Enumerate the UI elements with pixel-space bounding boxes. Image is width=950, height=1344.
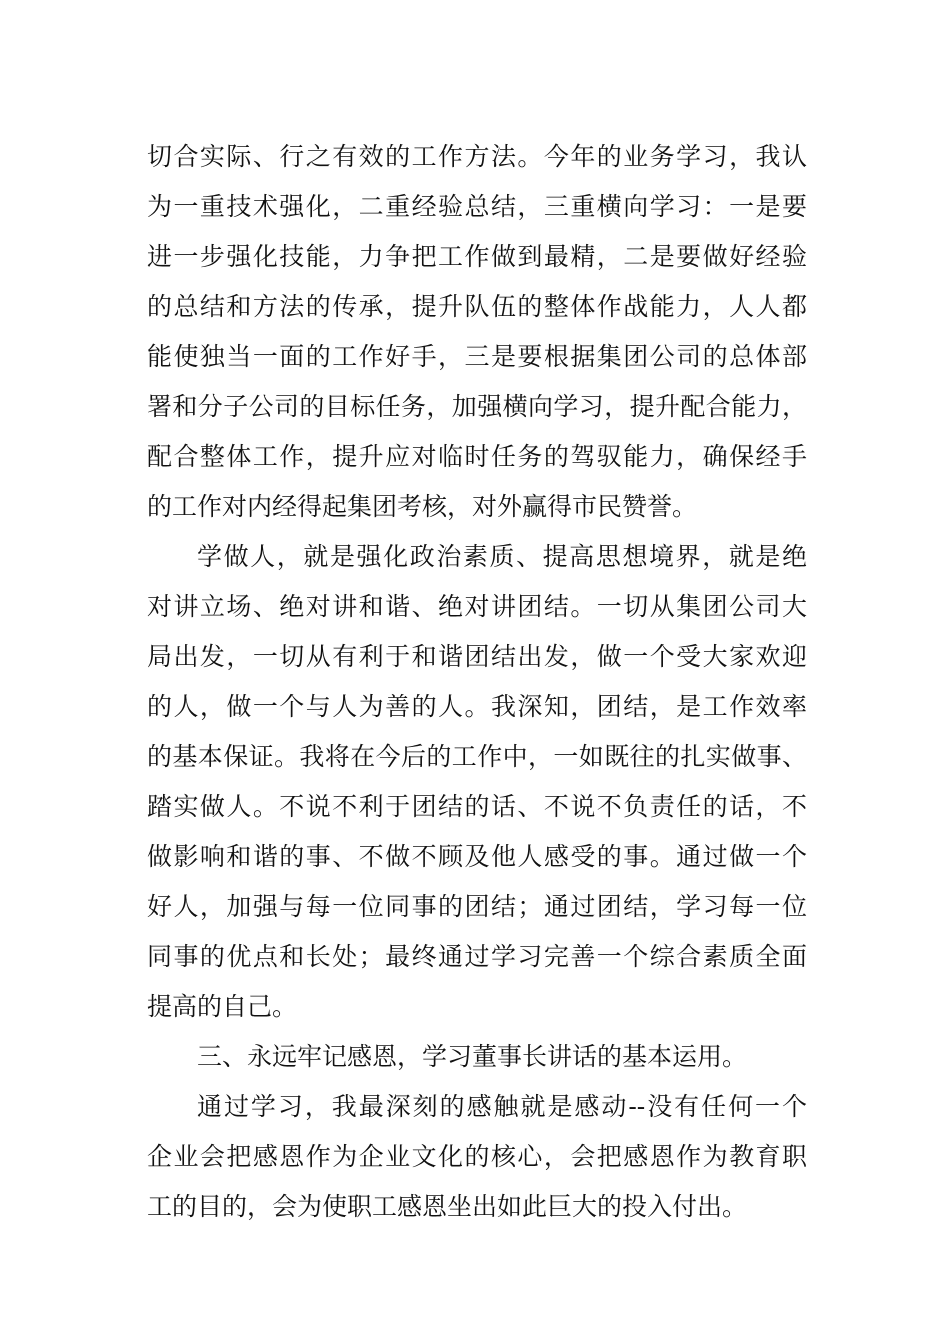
- text-line: 企业会把感恩作为企业文化的核心，会把感恩作为教育职: [147, 1142, 807, 1171]
- text-line: 做影响和谐的事、不做不顾及他人感受的事。通过做一个: [147, 842, 807, 871]
- text-line: 进一步强化技能，力争把工作做到最精，二是要做好经验: [147, 242, 807, 271]
- text-line: 切合实际、行之有效的工作方法。今年的业务学习，我认: [147, 142, 807, 171]
- document-body: [147, 132, 807, 1232]
- text-line: 工的目的，会为使职工感恩坐出如此巨大的投入付出。: [147, 1192, 748, 1221]
- text-line: 为一重技术强化，二重经验总结，三重横向学习：一是要: [147, 192, 807, 221]
- text-line: 配合整体工作，提升应对临时任务的驾驭能力，确保经手: [147, 442, 807, 471]
- text-line: 对讲立场、绝对讲和谐、绝对讲团结。一切从集团公司大: [147, 592, 807, 621]
- text-line: 的工作对内经得起集团考核，对外赢得市民赞誉。: [147, 492, 698, 521]
- section-heading: 三、永远牢记感恩，学习董事长讲话的基本运用。: [197, 1042, 748, 1071]
- text-line: 署和分子公司的目标任务，加强横向学习，提升配合能力，: [147, 392, 807, 421]
- text-line: 好人，加强与每一位同事的团结；通过团结，学习每一位: [147, 892, 807, 921]
- paragraph-first-line: 学做人，就是强化政治素质、提高思想境界，就是绝: [197, 542, 807, 571]
- text-line: 提高的自己。: [147, 992, 298, 1021]
- text-line: 局出发，一切从有利于和谐团结出发，做一个受大家欢迎: [147, 642, 807, 671]
- text-line: 的总结和方法的传承，提升队伍的整体作战能力，人人都: [147, 292, 807, 321]
- text-line: 踏实做人。不说不利于团结的话、不说不负责任的话，不: [147, 792, 807, 821]
- text-line: 的人，做一个与人为善的人。我深知，团结，是工作效率: [147, 692, 807, 721]
- text-line: 的基本保证。我将在今后的工作中，一如既往的扎实做事、: [147, 742, 807, 771]
- text-line: 能使独当一面的工作好手，三是要根据集团公司的总体部: [147, 342, 807, 371]
- text-line: 同事的优点和长处；最终通过学习完善一个综合素质全面: [147, 942, 807, 971]
- paragraph-first-line: 通过学习，我最深刻的感触就是感动--没有任何一个: [197, 1092, 807, 1121]
